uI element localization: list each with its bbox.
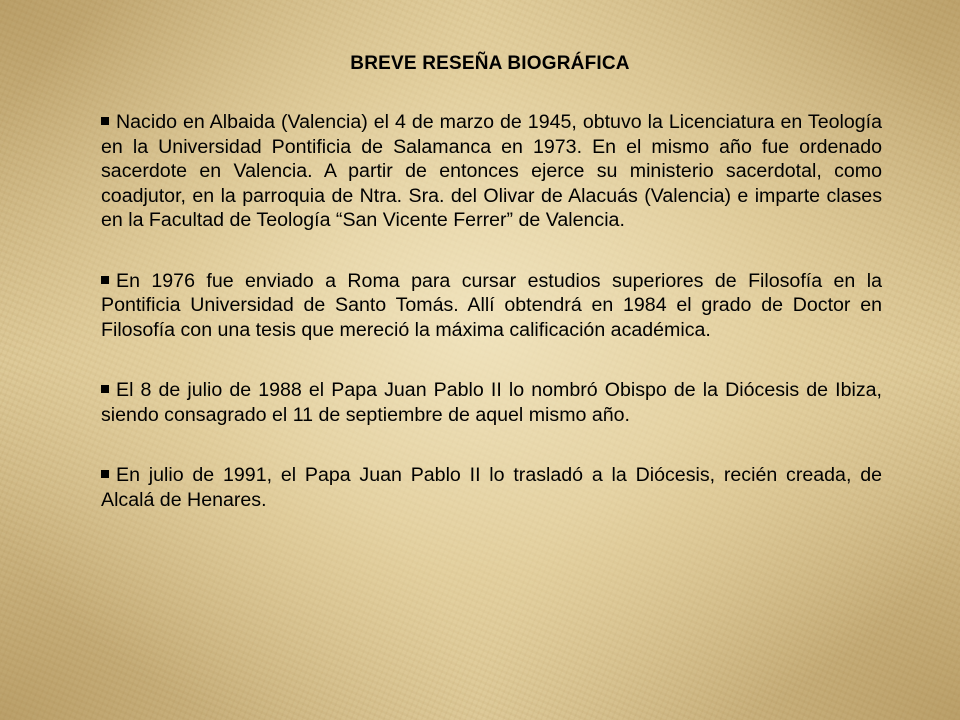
list-item <box>101 463 882 512</box>
list-item <box>101 378 882 427</box>
list-item-text: En julio de 1991, el Papa Juan Pablo II lo trasladó a la Diócesis, recién creada, de Alcalá de Henares. <box>101 464 882 511</box>
square-bullet-icon <box>101 470 109 478</box>
list-item <box>101 110 882 233</box>
list-item-text: Nacido en Albaida (Valencia) el 4 de marzo de 1945, obtuvo la Licenciatura en Teología en la Universidad Pontificia de Salamanca en 1973. En el mismo año fue ordenado sacerdote en Valencia. A partir de entonces ejerce su ministerio sacerdotal, como coadjutor, en la parroquia de Ntra. Sra. del Olivar de Alacuás (Valencia) e imparte clases en la Facultad de Teología “San Vicente Ferrer” de Valencia. <box>101 111 882 231</box>
square-bullet-icon <box>101 276 109 284</box>
list-item <box>101 269 882 343</box>
list-item-text: El 8 de julio de 1988 el Papa Juan Pablo II lo nombró Obispo de la Diócesis de Ibiza, siendo consagrado el 11 de septiembre de aquel mismo año. <box>101 379 882 426</box>
page-title: BREVE RESEÑA BIOGRÁFICA <box>350 53 630 74</box>
square-bullet-icon <box>101 117 109 125</box>
list-item-text: En 1976 fue enviado a Roma para cursar estudios superiores de Filosofía en la Pontificia Universidad de Santo Tomás. Allí obtendrá en 1984 el grado de Doctor en Filosofía con una tesis que mereció la máxima calificación académica. <box>101 269 882 341</box>
square-bullet-icon <box>101 385 109 393</box>
biography-list <box>101 110 882 548</box>
